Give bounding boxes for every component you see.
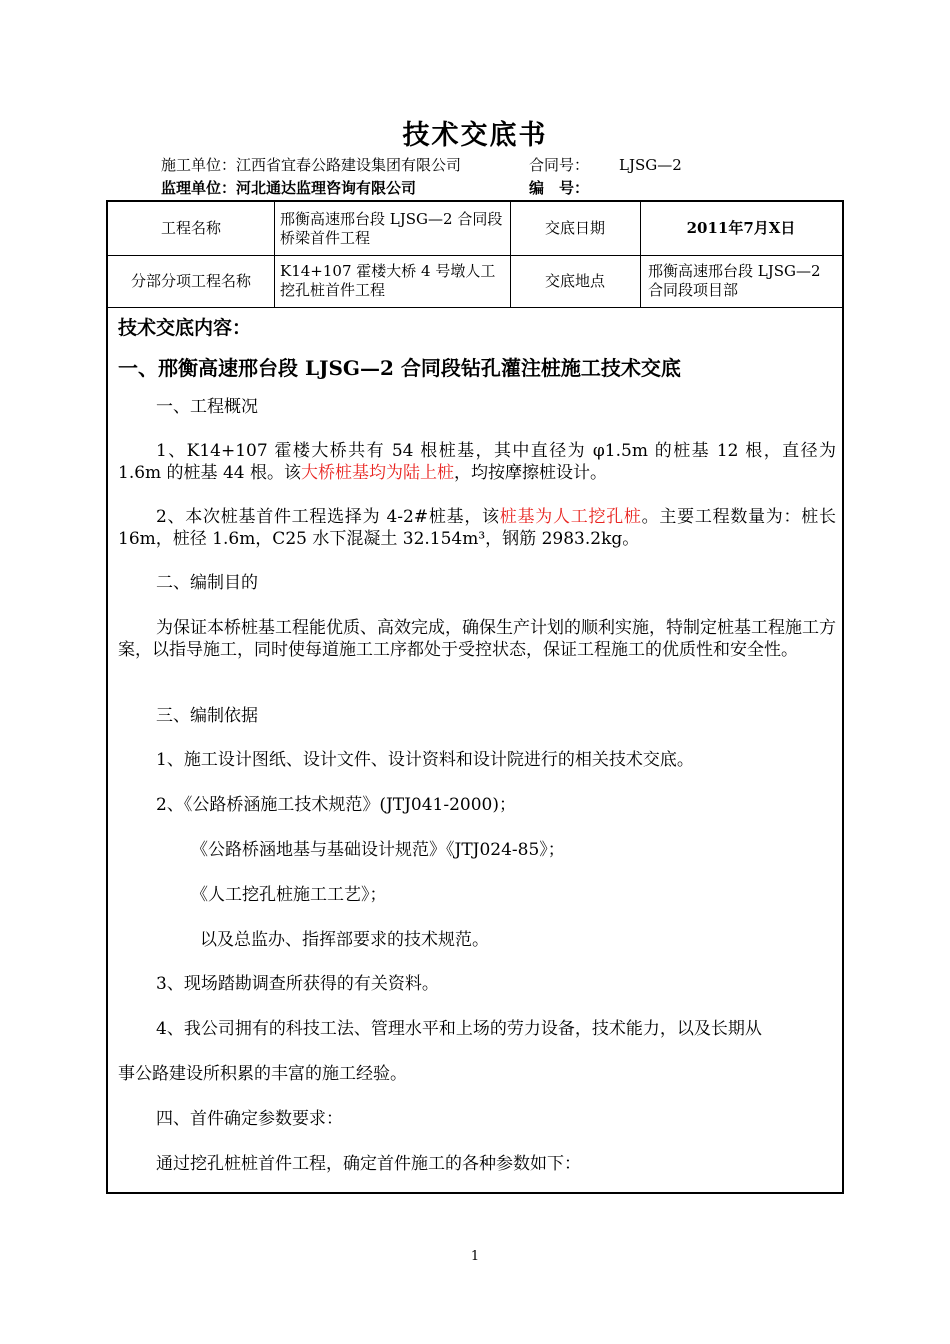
highlight-manual-dug-pile: 桩基为人工挖孔桩 — [499, 507, 642, 527]
text-segment: 1、K14+107 霍楼大桥共有 54 根桩基，其中直径为 φ1.5m 的桩基 12 根，直径为 1.6m 的桩基 44 根。该 — [118, 441, 836, 483]
project-name-label: 工程名称 — [160, 219, 221, 237]
contract-label: 合同号： — [529, 156, 590, 174]
section-2-title: 二、编制目的 — [156, 573, 258, 593]
supervision-unit: 监理单位：河北通达监理咨询有限公司 — [161, 179, 417, 197]
text-segment: ，均按摩擦桩设计。 — [454, 463, 607, 483]
basis-item-4-line2: 事公路建设所积累的丰富的施工经验。 — [118, 1064, 407, 1084]
paragraph-project-overview-1 — [118, 440, 836, 484]
main-title: 一、邢衡高速邢台段 LJSG—2 合同段钻孔灌注桩施工技术交底 — [118, 356, 681, 380]
text-segment: 。主要工程数量为：桩长 16m，桩径 1.6m，C25 水下混凝土 32.154m³，钢筋 2983.2kg。 — [118, 507, 837, 549]
sub-project-name-value: K14+107 霍楼大桥 4 号墩人工挖孔桩首件工程 — [280, 262, 496, 299]
disclosure-table — [106, 200, 844, 1194]
contract-number: LJSG—2 — [619, 156, 682, 174]
basis-item-2a: 《公路桥涵地基与基础设计规范》《JTJ024-85》； — [191, 840, 565, 860]
sub-project-name-label: 分部分项工程名称 — [130, 271, 251, 290]
basis-item-2c: 以及总监办、指挥部要求的技术规范。 — [200, 930, 489, 950]
content-heading: 技术交底内容： — [118, 317, 252, 339]
disclosure-date-value: 2011年7月X日 — [686, 219, 796, 237]
row-divider — [108, 307, 842, 308]
paragraph-parameters: 通过挖孔桩桩首件工程，确定首件施工的各种参数如下： — [156, 1154, 581, 1174]
basis-item-4-line1: 4、我公司拥有的科技工法、管理水平和上场的劳力设备，技术能力，以及长期从 — [156, 1019, 762, 1039]
basis-item-2: 2、《公路桥涵施工技术规范》(JTJ041-2000)； — [156, 795, 517, 815]
construction-unit: 施工单位：江西省宜春公路建设集团有限公司 — [161, 156, 462, 174]
basis-item-3: 3、现场踏勘调查所获得的有关资料。 — [156, 974, 439, 994]
paragraph-purpose: 为保证本桥桩基工程能优质、高效完成，确保生产计划的顺利实施，特制定桩基工程施工方案，以指导施工，同时使每道施工工序都处于受控状态，保证工程施工的优质性和安全性。 — [118, 618, 836, 660]
disclosure-location-value: 邢衡高速邢台段 LJSG—2 合同段项目部 — [648, 262, 821, 299]
disclosure-location-label: 交底地点 — [544, 271, 605, 290]
column-divider — [274, 202, 275, 307]
basis-item-2b: 《人工挖孔桩施工工艺》； — [191, 885, 387, 905]
project-name-value: 邢衡高速邢台段 LJSG—2 合同段桥梁首件工程 — [280, 209, 503, 247]
basis-item-1: 1、施工设计图纸、设计文件、设计资料和设计院进行的相关技术交底。 — [156, 750, 694, 770]
page-number: 1 — [470, 1249, 480, 1264]
section-3-title: 三、编制依据 — [156, 706, 258, 726]
disclosure-date-label: 交底日期 — [544, 219, 605, 237]
number-label: 编 号： — [529, 179, 590, 197]
text-segment: 2、本次桩基首件工程选择为 4-2#桩基，该 — [156, 507, 500, 527]
highlight-land-piles: 大桥桩基均为陆上桩 — [301, 463, 454, 483]
paragraph-project-overview-2 — [118, 506, 836, 550]
section-1-title: 一、工程概况 — [156, 397, 258, 417]
section-4-title: 四、首件确定参数要求： — [156, 1109, 343, 1129]
document-title: 技术交底书 — [402, 120, 548, 151]
